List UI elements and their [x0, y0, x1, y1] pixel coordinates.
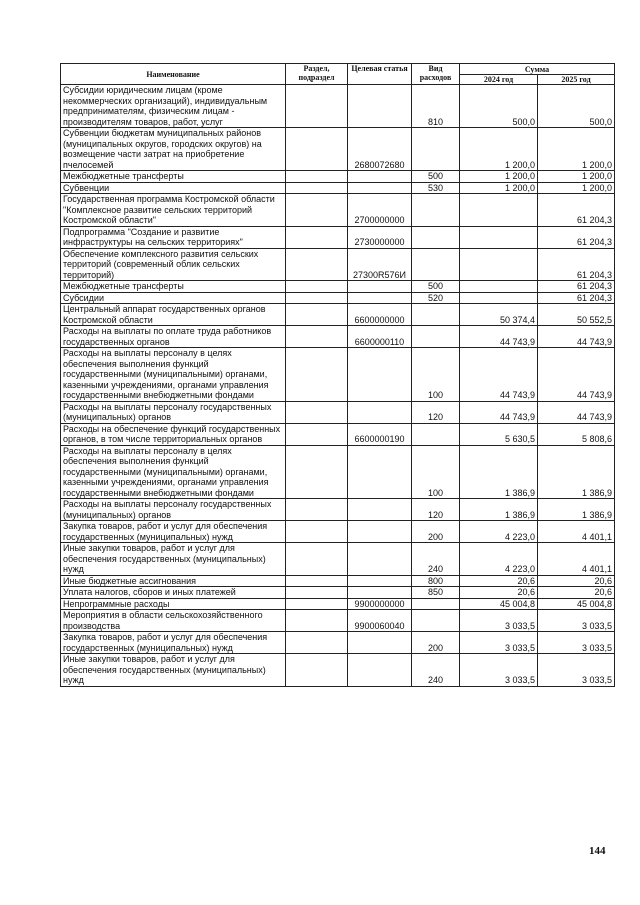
cell-name: Закупка товаров, работ и услуг для обеспечения государственных (муниципальных) нужд: [61, 632, 286, 654]
cell-section: [286, 85, 348, 128]
cell-2024: [460, 226, 538, 248]
cell-section: [286, 575, 348, 587]
cell-2025: 61 204,3: [538, 226, 615, 248]
cell-target: [348, 654, 412, 687]
cell-2024: 3 033,5: [460, 654, 538, 687]
cell-target: 27300R576И: [348, 248, 412, 281]
cell-name: Обеспечение комплексного развития сельских территорий (современный облик сельских территорий): [61, 248, 286, 281]
cell-name: Расходы на выплаты персоналу в целях обеспечения выполнения функций государственными (муниципальными) органами, казенными учреждениями, органами управления государственными внебюджетными фондами: [61, 348, 286, 402]
cell-2024: [460, 194, 538, 227]
cell-section: [286, 348, 348, 402]
table-row: [61, 128, 615, 171]
cell-kind: 850: [412, 587, 460, 599]
cell-kind: [412, 226, 460, 248]
cell-section: [286, 654, 348, 687]
cell-2025: 1 200,0: [538, 128, 615, 171]
cell-2025: 4 401,1: [538, 521, 615, 543]
cell-target: [348, 348, 412, 402]
cell-2024: 1 386,9: [460, 499, 538, 521]
cell-name: Иные бюджетные ассигнования: [61, 575, 286, 587]
header-year-2025: 2025 год: [538, 75, 615, 85]
table-row: [61, 226, 615, 248]
cell-kind: 810: [412, 85, 460, 128]
cell-kind: [412, 423, 460, 445]
table-row: [61, 575, 615, 587]
cell-2025: 20,6: [538, 575, 615, 587]
cell-target: 6600000110: [348, 326, 412, 348]
cell-kind: 530: [412, 182, 460, 194]
cell-kind: [412, 304, 460, 326]
cell-target: 9900060040: [348, 610, 412, 632]
cell-name: Подпрограмма "Создание и развитие инфраструктуры на сельских территориях": [61, 226, 286, 248]
cell-2024: 50 374,4: [460, 304, 538, 326]
cell-section: [286, 182, 348, 194]
cell-section: [286, 326, 348, 348]
cell-target: [348, 632, 412, 654]
table-row: [61, 292, 615, 304]
table-row: [61, 632, 615, 654]
cell-section: [286, 304, 348, 326]
cell-2024: 4 223,0: [460, 521, 538, 543]
cell-name: Субсидии юридическим лицам (кроме некоммерческих организаций), индивидуальным предпринимателям, физическим лицам - производителям товаров, работ, услуг: [61, 85, 286, 128]
cell-kind: 520: [412, 292, 460, 304]
cell-kind: [412, 598, 460, 610]
cell-section: [286, 171, 348, 183]
table-row: [61, 401, 615, 423]
cell-kind: [412, 128, 460, 171]
cell-kind: [412, 326, 460, 348]
cell-kind: [412, 610, 460, 632]
header-year-2024: 2024 год: [460, 75, 538, 85]
header-name: Наименование: [61, 64, 286, 85]
cell-kind: 200: [412, 521, 460, 543]
cell-2025: 1 200,0: [538, 171, 615, 183]
cell-2025: 3 033,5: [538, 654, 615, 687]
cell-target: [348, 85, 412, 128]
table-row: [61, 521, 615, 543]
cell-name: Расходы на выплаты персоналу государственных (муниципальных) органов: [61, 401, 286, 423]
table-row: [61, 281, 615, 293]
table-row: [61, 543, 615, 576]
cell-name: Расходы на выплаты персоналу государственных (муниципальных) органов: [61, 499, 286, 521]
header-sum: Сумма: [460, 64, 615, 75]
cell-2025: 44 743,9: [538, 401, 615, 423]
cell-kind: 120: [412, 499, 460, 521]
table-row: [61, 304, 615, 326]
table-row: [61, 348, 615, 402]
header-section: Раздел, подраздел: [286, 64, 348, 85]
cell-2025: 5 808,6: [538, 423, 615, 445]
cell-name: Расходы на выплаты персоналу в целях обеспечения выполнения функций государственными (муниципальными) органами, казенными учреждениями, органами управления государственными внебюджетными фондами: [61, 445, 286, 499]
cell-2024: 20,6: [460, 587, 538, 599]
cell-2024: 44 743,9: [460, 401, 538, 423]
cell-section: [286, 445, 348, 499]
cell-name: Субвенции: [61, 182, 286, 194]
cell-2025: 61 204,3: [538, 248, 615, 281]
cell-section: [286, 499, 348, 521]
table-row: [61, 423, 615, 445]
cell-name: Уплата налогов, сборов и иных платежей: [61, 587, 286, 599]
cell-kind: 500: [412, 281, 460, 293]
cell-2025: 3 033,5: [538, 632, 615, 654]
cell-target: [348, 281, 412, 293]
cell-target: [348, 401, 412, 423]
cell-name: Государственная программа Костромской области "Комплексное развитие сельских территорий Костромской области": [61, 194, 286, 227]
cell-target: 2730000000: [348, 226, 412, 248]
cell-2025: 44 743,9: [538, 326, 615, 348]
cell-2025: 1 200,0: [538, 182, 615, 194]
cell-name: Мероприятия в области сельскохозяйственного производства: [61, 610, 286, 632]
cell-name: Субсидии: [61, 292, 286, 304]
cell-2025: 61 204,3: [538, 292, 615, 304]
cell-target: [348, 171, 412, 183]
cell-target: 2700000000: [348, 194, 412, 227]
cell-section: [286, 521, 348, 543]
cell-target: [348, 292, 412, 304]
cell-2025: 61 204,3: [538, 281, 615, 293]
cell-2025: 45 004,8: [538, 598, 615, 610]
cell-2025: 4 401,1: [538, 543, 615, 576]
cell-name: Расходы на выплаты по оплате труда работников государственных органов: [61, 326, 286, 348]
cell-name: Иные закупки товаров, работ и услуг для обеспечения государственных (муниципальных) нужд: [61, 543, 286, 576]
cell-kind: 500: [412, 171, 460, 183]
cell-name: Иные закупки товаров, работ и услуг для обеспечения государственных (муниципальных) нужд: [61, 654, 286, 687]
cell-name: Межбюджетные трансферты: [61, 281, 286, 293]
cell-kind: 800: [412, 575, 460, 587]
cell-kind: 240: [412, 543, 460, 576]
cell-2024: [460, 292, 538, 304]
header-target: Целевая статья: [348, 64, 412, 85]
cell-2025: 3 033,5: [538, 610, 615, 632]
cell-section: [286, 401, 348, 423]
table-row: [61, 445, 615, 499]
cell-target: [348, 575, 412, 587]
cell-target: 9900000000: [348, 598, 412, 610]
cell-2025: 500,0: [538, 85, 615, 128]
cell-kind: 100: [412, 445, 460, 499]
cell-target: 6600000190: [348, 423, 412, 445]
cell-section: [286, 423, 348, 445]
cell-2025: 1 386,9: [538, 445, 615, 499]
table-row: [61, 85, 615, 128]
cell-section: [286, 194, 348, 227]
cell-section: [286, 598, 348, 610]
cell-2024: 3 033,5: [460, 610, 538, 632]
cell-name: Непрограммные расходы: [61, 598, 286, 610]
cell-2024: 500,0: [460, 85, 538, 128]
table-row: [61, 654, 615, 687]
cell-name: Межбюджетные трансферты: [61, 171, 286, 183]
cell-section: [286, 128, 348, 171]
cell-2024: 45 004,8: [460, 598, 538, 610]
cell-section: [286, 226, 348, 248]
table-row: [61, 248, 615, 281]
cell-name: Субвенции бюджетам муниципальных районов (муниципальных округов, городских округов) на возмещение части затрат на приобретение пчелосемей: [61, 128, 286, 171]
cell-section: [286, 281, 348, 293]
cell-2024: 1 200,0: [460, 171, 538, 183]
table-row: [61, 326, 615, 348]
cell-target: [348, 182, 412, 194]
table-row: [61, 610, 615, 632]
table-body: [61, 85, 615, 687]
cell-2025: 50 552,5: [538, 304, 615, 326]
cell-2024: 20,6: [460, 575, 538, 587]
cell-2025: 61 204,3: [538, 194, 615, 227]
cell-2024: [460, 248, 538, 281]
cell-2025: 1 386,9: [538, 499, 615, 521]
cell-2025: 20,6: [538, 587, 615, 599]
cell-section: [286, 632, 348, 654]
cell-kind: [412, 248, 460, 281]
budget-table: [60, 63, 615, 687]
cell-2025: 44 743,9: [538, 348, 615, 402]
cell-2024: 1 200,0: [460, 128, 538, 171]
cell-section: [286, 292, 348, 304]
cell-name: Центральный аппарат государственных органов Костромской области: [61, 304, 286, 326]
cell-target: [348, 499, 412, 521]
table-row: [61, 499, 615, 521]
cell-2024: 44 743,9: [460, 326, 538, 348]
cell-section: [286, 543, 348, 576]
cell-kind: [412, 194, 460, 227]
table-row: [61, 182, 615, 194]
cell-name: Закупка товаров, работ и услуг для обеспечения государственных (муниципальных) нужд: [61, 521, 286, 543]
table-row: [61, 598, 615, 610]
table-row: [61, 194, 615, 227]
cell-2024: 4 223,0: [460, 543, 538, 576]
cell-2024: 1 200,0: [460, 182, 538, 194]
cell-kind: 120: [412, 401, 460, 423]
cell-2024: 1 386,9: [460, 445, 538, 499]
table-row: [61, 171, 615, 183]
cell-section: [286, 610, 348, 632]
cell-target: 2680072680: [348, 128, 412, 171]
cell-2024: 5 630,5: [460, 423, 538, 445]
cell-2024: 44 743,9: [460, 348, 538, 402]
cell-kind: 240: [412, 654, 460, 687]
cell-section: [286, 248, 348, 281]
cell-2024: [460, 281, 538, 293]
cell-kind: 200: [412, 632, 460, 654]
header-kind: Вид расходов: [412, 64, 460, 85]
cell-target: [348, 521, 412, 543]
cell-kind: 100: [412, 348, 460, 402]
cell-2024: 3 033,5: [460, 632, 538, 654]
cell-target: [348, 587, 412, 599]
page-number: 144: [589, 845, 606, 857]
cell-target: [348, 543, 412, 576]
cell-target: [348, 445, 412, 499]
cell-target: 6600000000: [348, 304, 412, 326]
table-row: [61, 587, 615, 599]
cell-name: Расходы на обеспечение функций государственных органов, в том числе территориальных органов: [61, 423, 286, 445]
cell-section: [286, 587, 348, 599]
